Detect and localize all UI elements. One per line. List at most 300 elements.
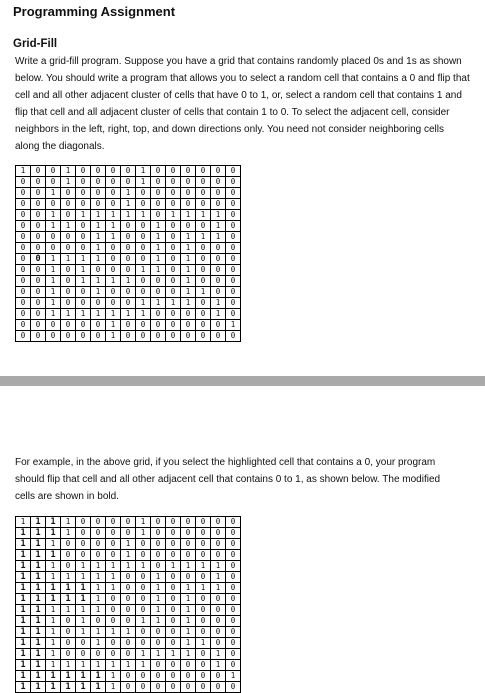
grid-cell: 0 <box>61 638 76 649</box>
grid-cell: 0 <box>31 298 46 309</box>
grid-cell: 1 <box>91 210 106 221</box>
grid-cell: 0 <box>181 539 196 550</box>
grid-cell: 0 <box>76 517 91 528</box>
grid-cell: 0 <box>76 649 91 660</box>
grid-cell: 0 <box>226 221 241 232</box>
grid-cell: 1 <box>121 539 136 550</box>
grid-cell: 1 <box>181 254 196 265</box>
grid-cell: 1 <box>61 254 76 265</box>
grid-cell: 1 <box>121 309 136 320</box>
grid-cell: 0 <box>181 166 196 177</box>
grid-cell: 1 <box>136 265 151 276</box>
grid-cell: 1 <box>211 583 226 594</box>
grid-cell: 1 <box>181 561 196 572</box>
grid-cell: 0 <box>196 550 211 561</box>
grid-cell: 0 <box>136 287 151 298</box>
grid-cell: 0 <box>61 232 76 243</box>
grid-cell: 1 <box>91 243 106 254</box>
grid-cell: 1 <box>31 660 46 671</box>
grid-cell: 0 <box>91 298 106 309</box>
grid-row <box>16 616 241 627</box>
grid-cell: 1 <box>211 221 226 232</box>
grid-cell: 1 <box>76 605 91 616</box>
grid-cell: 1 <box>16 528 31 539</box>
grid-cell: 1 <box>46 671 61 682</box>
grid-cell: 0 <box>196 166 211 177</box>
grid-cell: 1 <box>106 221 121 232</box>
grid-cell: 0 <box>151 320 166 331</box>
grid-row <box>16 517 241 528</box>
grid-cell: 1 <box>181 276 196 287</box>
grid-cell: 0 <box>76 298 91 309</box>
grid-cell: 1 <box>181 583 196 594</box>
grid-cell: 0 <box>151 331 166 342</box>
grid-cell: 0 <box>121 682 136 693</box>
grid-cell: 1 <box>76 671 91 682</box>
grid-cell: 1 <box>151 265 166 276</box>
grid-cell: 1 <box>61 594 76 605</box>
grid-cell: 0 <box>196 649 211 660</box>
grid-cell: 0 <box>181 320 196 331</box>
grid-cell: 1 <box>106 682 121 693</box>
grid-cell: 0 <box>196 221 211 232</box>
grid-cell: 0 <box>226 539 241 550</box>
grid-cell: 0 <box>76 199 91 210</box>
grid-row <box>16 583 241 594</box>
grid-cell: 1 <box>61 177 76 188</box>
grid-row <box>16 265 241 276</box>
grid-cell: 0 <box>151 627 166 638</box>
grid-cell: 0 <box>136 331 151 342</box>
grid-cell: 0 <box>226 649 241 660</box>
grid-cell: 0 <box>151 638 166 649</box>
grid-cell: 0 <box>121 320 136 331</box>
grid-cell: 0 <box>16 188 31 199</box>
grid-cell: 0 <box>181 177 196 188</box>
grid-cell: 1 <box>16 627 31 638</box>
grid-cell: 1 <box>46 682 61 693</box>
grid-cell: 1 <box>46 309 61 320</box>
grid-cell: 1 <box>151 298 166 309</box>
grid-cell: 0 <box>136 221 151 232</box>
grid-cell: 1 <box>76 254 91 265</box>
grid-cell: 1 <box>181 265 196 276</box>
grid-cell: 0 <box>31 243 46 254</box>
grid-cell: 0 <box>106 199 121 210</box>
grid-cell: 0 <box>31 287 46 298</box>
grid-cell: 0 <box>151 528 166 539</box>
grid-cell: 0 <box>181 188 196 199</box>
grid-cell: 1 <box>16 682 31 693</box>
grid-cell: 0 <box>166 583 181 594</box>
grid-cell: 1 <box>16 660 31 671</box>
grid-cell: 0 <box>46 331 61 342</box>
grid-cell: 0 <box>106 550 121 561</box>
grid-row <box>16 166 241 177</box>
grid-cell: 1 <box>76 616 91 627</box>
grid-cell: 1 <box>46 627 61 638</box>
grid-row <box>16 177 241 188</box>
grid-cell: 0 <box>76 287 91 298</box>
grid-cell: 1 <box>76 583 91 594</box>
document-page-2 <box>0 388 485 692</box>
grid-cell: 0 <box>91 550 106 561</box>
grid-cell: 0 <box>61 210 76 221</box>
grid-cell: 0 <box>61 287 76 298</box>
grid-cell: 0 <box>121 616 136 627</box>
grid-cell: 0 <box>151 671 166 682</box>
grid-cell: 0 <box>151 177 166 188</box>
grid-cell: 1 <box>106 309 121 320</box>
grid-cell: 1 <box>76 572 91 583</box>
grid-cell: 1 <box>106 660 121 671</box>
grid-cell: 1 <box>16 561 31 572</box>
grid-cell: 1 <box>31 550 46 561</box>
grid-cell: 0 <box>226 605 241 616</box>
grid-cell: 0 <box>136 320 151 331</box>
grid-cell: 0 <box>106 616 121 627</box>
grid-cell: 1 <box>61 583 76 594</box>
grid-cell: 0 <box>181 660 196 671</box>
grid-cell: 0 <box>31 199 46 210</box>
grid-cell: 0 <box>91 188 106 199</box>
grid-cell: 0 <box>91 320 106 331</box>
grid-cell: 0 <box>211 243 226 254</box>
grid-cell: 1 <box>106 572 121 583</box>
grid-cell: 1 <box>181 298 196 309</box>
grid-cell: 0 <box>196 254 211 265</box>
grid-cell: 1 <box>196 583 211 594</box>
grid-cell: 1 <box>181 232 196 243</box>
grid-cell: 0 <box>211 605 226 616</box>
grid-cell: 0 <box>61 539 76 550</box>
grid-cell: 1 <box>106 331 121 342</box>
grid-cell: 1 <box>61 309 76 320</box>
grid-cell: 1 <box>76 660 91 671</box>
grid-cell: 1 <box>121 561 136 572</box>
grid-cell: 0 <box>16 199 31 210</box>
grid-cell: 0 <box>76 539 91 550</box>
grid-cell: 0 <box>166 320 181 331</box>
grid-cell: 0 <box>46 199 61 210</box>
grid-cell: 0 <box>106 243 121 254</box>
grid-cell: 0 <box>166 276 181 287</box>
grid-cell: 0 <box>91 199 106 210</box>
grid-cell: 1 <box>91 682 106 693</box>
grid-cell: 0 <box>226 561 241 572</box>
grid-cell: 1 <box>16 539 31 550</box>
grid-cell: 1 <box>196 287 211 298</box>
grid-cell: 0 <box>151 199 166 210</box>
grid-cell: 1 <box>31 638 46 649</box>
grid-cell: 0 <box>166 265 181 276</box>
grid-cell: 1 <box>76 561 91 572</box>
grid-cell: 1 <box>106 276 121 287</box>
grid-cell: 1 <box>91 232 106 243</box>
grid-cell: 0 <box>226 528 241 539</box>
grid-cell: 1 <box>136 528 151 539</box>
grid-cell: 1 <box>61 572 76 583</box>
grid-row <box>16 210 241 221</box>
grid-cell: 1 <box>211 309 226 320</box>
grid-cell: 0 <box>166 594 181 605</box>
grid-cell: 0 <box>16 287 31 298</box>
grid-cell: 0 <box>91 331 106 342</box>
grid-row <box>16 627 241 638</box>
grid-cell: 1 <box>151 649 166 660</box>
grid-cell: 1 <box>136 649 151 660</box>
grid-cell: 1 <box>46 550 61 561</box>
grid-cell: 1 <box>151 616 166 627</box>
grid-cell: 0 <box>166 605 181 616</box>
grid-cell: 0 <box>226 287 241 298</box>
grid-cell: 0 <box>196 605 211 616</box>
grid-cell: 1 <box>151 232 166 243</box>
grid-cell: 0 <box>61 199 76 210</box>
grid-cell: 1 <box>76 594 91 605</box>
grid-cell: 0 <box>106 517 121 528</box>
grid-cell: 0 <box>61 188 76 199</box>
grid-cell: 1 <box>31 572 46 583</box>
grid-cell: 0 <box>211 287 226 298</box>
grid-cell: 0 <box>16 298 31 309</box>
grid-cell: 0 <box>166 254 181 265</box>
grid-cell: 0 <box>76 188 91 199</box>
grid-cell: 0 <box>166 243 181 254</box>
grid-cell: 0 <box>211 188 226 199</box>
grid-row <box>16 638 241 649</box>
grid-cell: 1 <box>31 561 46 572</box>
grid-cell: 0 <box>76 232 91 243</box>
grid-cell: 1 <box>91 671 106 682</box>
grid-row <box>16 188 241 199</box>
page-separator <box>0 376 485 386</box>
grid-cell: 0 <box>166 177 181 188</box>
grid-cell: 1 <box>31 649 46 660</box>
grid-cell: 0 <box>106 298 121 309</box>
grid-cell: 0 <box>136 583 151 594</box>
grid-row <box>16 550 241 561</box>
grid-cell: 1 <box>166 561 181 572</box>
grid-cell: 0 <box>76 243 91 254</box>
grid-row <box>16 682 241 693</box>
grid-cell: 0 <box>166 627 181 638</box>
grid-cell: 1 <box>151 243 166 254</box>
grid-cell: 1 <box>91 638 106 649</box>
grid-cell: 0 <box>196 265 211 276</box>
grid-cell: 1 <box>91 627 106 638</box>
grid-cell: 0 <box>136 550 151 561</box>
grid-cell: 0 <box>151 561 166 572</box>
grid-row <box>16 276 241 287</box>
grid-cell: 0 <box>31 265 46 276</box>
grid-cell: 1 <box>196 561 211 572</box>
grid-cell: 0 <box>106 265 121 276</box>
grid-cell: 0 <box>106 188 121 199</box>
grid-cell: 1 <box>31 682 46 693</box>
grid-cell: 0 <box>226 177 241 188</box>
grid-cell: 0 <box>196 671 211 682</box>
grid-cell: 0 <box>166 232 181 243</box>
grid-cell: 0 <box>196 627 211 638</box>
grid-cell: 1 <box>91 254 106 265</box>
grid-cell: 0 <box>31 309 46 320</box>
instructions-paragraph: Write a grid-fill program. Suppose you have a grid that contains randomly placed 0s and 1s as shown below. You should write a program that allows you to select a random cell that contains a 0 and flip that cell and all other adjacent cluster of cells that have 0 to 1, or, select a random cell that contains 1 and flip that cell and all adjacent cluster of cells that contain 1 to 0. To select the adjacent cell, consider neighbors in the left, right, top, and down directions only. You need not consider neighboring cells along the diagonals. <box>15 56 470 152</box>
grid-cell: 1 <box>181 243 196 254</box>
grid-row <box>16 243 241 254</box>
grid-cell: 1 <box>106 210 121 221</box>
grid-cell: 1 <box>61 517 76 528</box>
grid-cell: 0 <box>16 265 31 276</box>
grid-cell: 0 <box>196 276 211 287</box>
grid-row <box>16 287 241 298</box>
grid-cell: 1 <box>16 638 31 649</box>
grid-cell: 1 <box>31 528 46 539</box>
grid-cell: 0 <box>211 682 226 693</box>
grid-cell: 0 <box>136 243 151 254</box>
grid-cell: 0 <box>61 298 76 309</box>
grid-cell: 0 <box>196 199 211 210</box>
grid-cell: 0 <box>61 616 76 627</box>
grid-cell: 1 <box>181 594 196 605</box>
grid-cell: 1 <box>181 616 196 627</box>
grid-cell: 0 <box>136 254 151 265</box>
grid-cell: 1 <box>46 298 61 309</box>
grid-cell: 0 <box>91 539 106 550</box>
page-title: Programming Assignment <box>13 4 176 19</box>
grid-cell: 0 <box>61 243 76 254</box>
grid-cell: 1 <box>151 254 166 265</box>
grid-cell: 0 <box>121 265 136 276</box>
grid-cell: 1 <box>46 616 61 627</box>
grid-row <box>16 561 241 572</box>
grid-cell: 1 <box>121 276 136 287</box>
grid-cell: 0 <box>166 616 181 627</box>
grid-cell: 0 <box>211 671 226 682</box>
grid-cell: 0 <box>151 539 166 550</box>
grid-cell: 0 <box>136 188 151 199</box>
grid-cell: 1 <box>46 276 61 287</box>
grid-cell: 0 <box>61 627 76 638</box>
grid-cell: 0 <box>106 649 121 660</box>
grid-cell: 0 <box>211 594 226 605</box>
grid-cell: 1 <box>76 682 91 693</box>
grid-cell: 0 <box>181 517 196 528</box>
grid-cell: 0 <box>121 331 136 342</box>
grid-cell: 0 <box>61 561 76 572</box>
grid-cell: 1 <box>76 210 91 221</box>
grid-cell: 0 <box>31 331 46 342</box>
grid-cell: 1 <box>136 298 151 309</box>
grid-cell: 0 <box>166 309 181 320</box>
grid-cell: 0 <box>121 649 136 660</box>
grid-cell: 0 <box>181 550 196 561</box>
grid-cell: 1 <box>16 166 31 177</box>
grid-cell: 0 <box>196 528 211 539</box>
grid-cell: 1 <box>31 583 46 594</box>
grid-cell: 1 <box>46 528 61 539</box>
grid-cell: 0 <box>166 638 181 649</box>
grid-cell: 0 <box>226 232 241 243</box>
grid-row <box>16 671 241 682</box>
grid-cell: 0 <box>211 627 226 638</box>
grid-cell: 1 <box>31 627 46 638</box>
grid-cell: 1 <box>76 627 91 638</box>
grid-cell: 0 <box>166 528 181 539</box>
grid-cell: 0 <box>136 627 151 638</box>
grid-cell: 0 <box>16 309 31 320</box>
grid-cell: 1 <box>46 287 61 298</box>
grid-cell: 1 <box>46 265 61 276</box>
grid-cell: 1 <box>46 561 61 572</box>
grid-cell: 0 <box>181 671 196 682</box>
grid-cell: 1 <box>31 671 46 682</box>
grid-cell: 1 <box>136 309 151 320</box>
grid-cell: 0 <box>46 320 61 331</box>
grid-cell: 1 <box>91 221 106 232</box>
grid-cell: 1 <box>91 309 106 320</box>
grid-cell: 0 <box>106 254 121 265</box>
grid-row <box>16 221 241 232</box>
grid-cell: 0 <box>136 605 151 616</box>
grid-cell: 0 <box>31 276 46 287</box>
grid-cell: 1 <box>121 550 136 561</box>
grid-row <box>16 594 241 605</box>
grid-row <box>16 660 241 671</box>
grid-cell: 0 <box>136 594 151 605</box>
grid-cell: 0 <box>61 649 76 660</box>
grid-cell: 0 <box>121 254 136 265</box>
grid-row <box>16 320 241 331</box>
grid-cell: 1 <box>151 583 166 594</box>
grid-cell: 0 <box>16 221 31 232</box>
grid-cell: 0 <box>121 638 136 649</box>
grid-cell: 0 <box>31 232 46 243</box>
grid-cell: 0 <box>226 166 241 177</box>
grid-cell: 0 <box>226 550 241 561</box>
grid-cell: 0 <box>196 572 211 583</box>
grid-cell: 1 <box>211 660 226 671</box>
grid-cell: 0 <box>166 660 181 671</box>
grid-cell: 0 <box>166 331 181 342</box>
grid-cell: 1 <box>181 210 196 221</box>
grid-cell: 1 <box>136 616 151 627</box>
grid-cell: 0 <box>226 572 241 583</box>
grid-row <box>16 649 241 660</box>
grid-cell: 0 <box>76 638 91 649</box>
grid-cell: 1 <box>61 682 76 693</box>
grid-cell: 1 <box>31 616 46 627</box>
grid-cell: 0 <box>181 199 196 210</box>
grid-cell: 0 <box>106 539 121 550</box>
grid-cell: 1 <box>121 188 136 199</box>
grid-cell: 0 <box>136 638 151 649</box>
grid-cell: 1 <box>46 517 61 528</box>
grid-cell: 1 <box>46 539 61 550</box>
grid-cell: 0 <box>76 550 91 561</box>
grid-cell: 0 <box>76 528 91 539</box>
section-heading: Grid-Fill <box>13 38 58 50</box>
grid-cell: 0 <box>211 265 226 276</box>
grid-row <box>16 528 241 539</box>
grid-cell: 1 <box>211 572 226 583</box>
grid-cell: 1 <box>91 605 106 616</box>
grid-row <box>16 298 241 309</box>
grid-cell: 0 <box>226 254 241 265</box>
grid-cell: 0 <box>181 331 196 342</box>
grid-cell: 0 <box>31 188 46 199</box>
grid-cell: 0 <box>166 539 181 550</box>
